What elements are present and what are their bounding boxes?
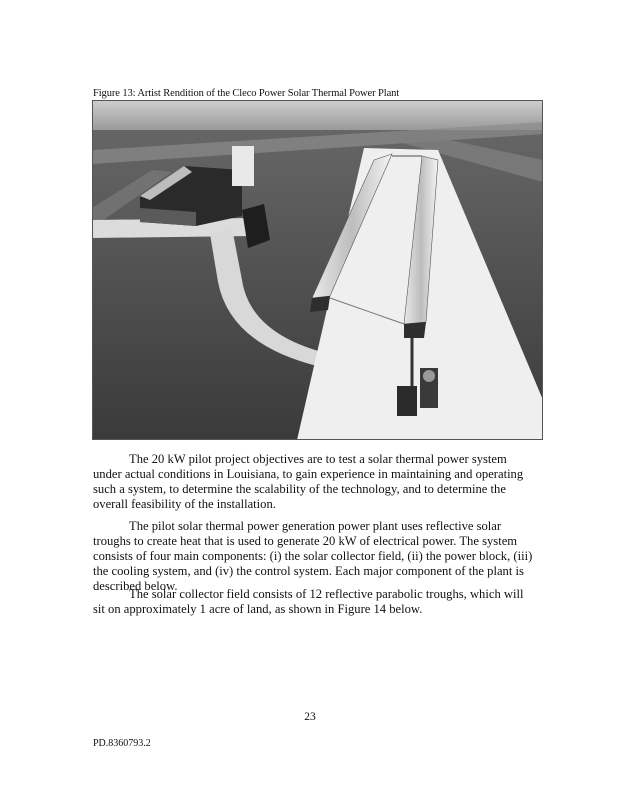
power-block-unit	[397, 386, 417, 416]
trough-row-left-shadow	[310, 296, 330, 312]
document-id: PD.8360793.2	[93, 738, 151, 749]
body-paragraph: The pilot solar thermal power generation power plant uses reflective solar troughs to create heat that is used to generate 20 kW of electrical power. The system consists of four main components: (i) the solar collector field, (ii) the power block, (iii) the cooling system, and (iv) the control system. Each major component of the plant is described below.	[93, 519, 533, 593]
plant-rendering-image	[92, 100, 543, 440]
page-number: 23	[304, 711, 316, 723]
building-annex	[232, 146, 254, 186]
body-paragraph: The solar collector field consists of 12 reflective parabolic troughs, which will sit on approximately 1 acre of land, as shown in Figure 14 below.	[93, 587, 524, 616]
cooling-fan	[423, 370, 435, 382]
horizon-band	[92, 100, 543, 130]
body-paragraph: The 20 kW pilot project objectives are to test a solar thermal power system under actual conditions in Louisiana, to gain experience in maintaining and operating such a system, to determine the scalability of the technology, and to determine the overall feasibility of the installation.	[93, 452, 524, 511]
figure-caption: Figure 13: Artist Rendition of the Cleco Power Solar Thermal Power Plant	[93, 88, 400, 99]
plant-rendering-figure	[92, 100, 543, 440]
trough-row-right-shadow	[404, 322, 426, 338]
